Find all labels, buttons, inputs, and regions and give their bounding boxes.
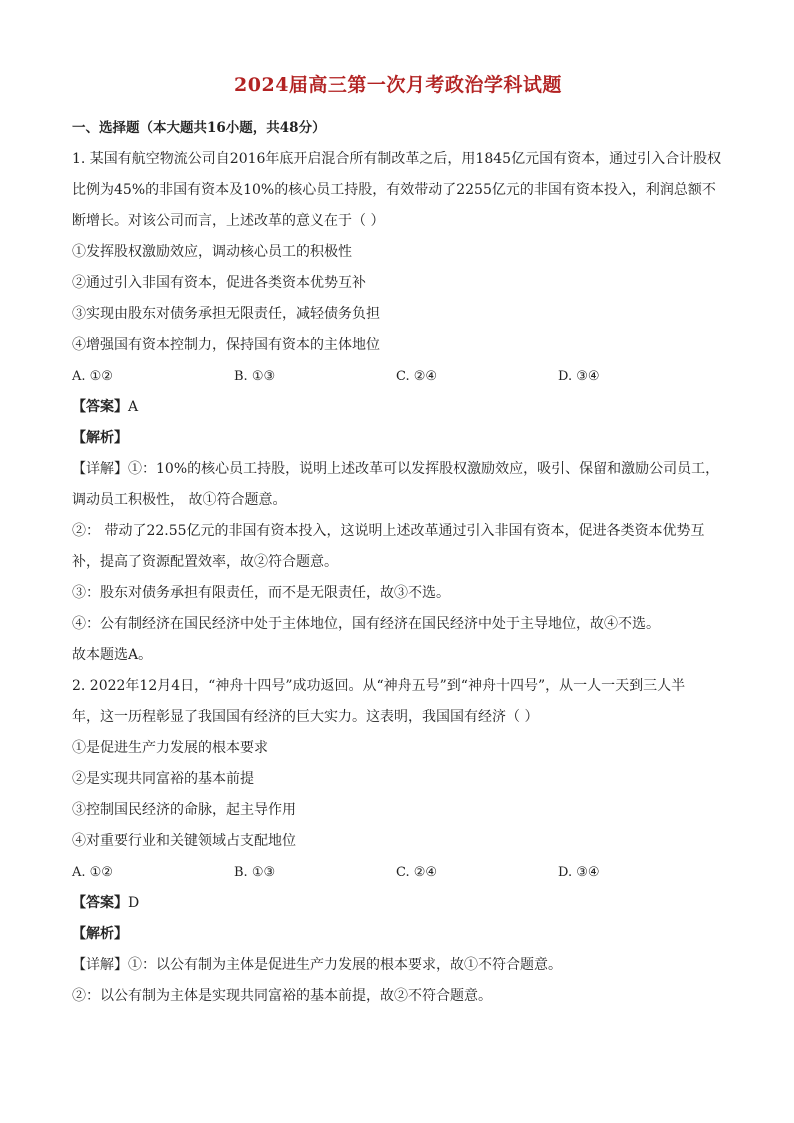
option-d: D. ③④ <box>558 865 600 880</box>
statement: ①发挥股权激励效应，调动核心员工的积极性 <box>72 244 352 260</box>
detail-line: 【详解】①：以公有制为主体是促进生产力发展的根本要求，故①不符合题意。 <box>72 957 562 973</box>
question-stem-line: 比例为45%的非国有资本及10%的核心员工持股，有效带动了2255亿元的非国有资本投入，利润总额不 <box>72 182 716 198</box>
option-b: B. ①③ <box>234 865 276 880</box>
detail-line: 【详解】①：10%的核心员工持股，说明上述改革可以发挥股权激励效应，吸引、保留和激励公司员工， <box>72 461 720 477</box>
detail-line: ②： 带动了22.55亿元的非国有资本投入，这说明上述改革通过引入非国有资本，促进各类资本优势互 <box>72 523 705 539</box>
question-stem-line: 2. 2022年12月4日，“神舟十四号”成功返回。从“神舟五号”到“神舟十四号”，从一人一天到三人半 <box>72 678 686 694</box>
answer-options <box>72 857 724 888</box>
detail-line: 调动员工积极性， 故①符合题意。 <box>72 492 287 508</box>
option-a: A. ①② <box>72 369 113 384</box>
option-c: C. ②④ <box>396 369 438 384</box>
answer-row <box>72 888 724 919</box>
statement: ③实现由股东对债务承担无限责任，减轻债务负担 <box>72 306 380 322</box>
statement: ③控制国民经济的命脉，起主导作用 <box>72 802 296 818</box>
statement: ④对重要行业和关键领域占支配地位 <box>72 833 296 849</box>
answer-value: D <box>128 895 140 911</box>
document-title: 2024届高三第一次月考政治学科试题 <box>234 74 562 96</box>
option-d: D. ③④ <box>558 369 600 384</box>
statement: ①是促进生产力发展的根本要求 <box>72 740 268 756</box>
detail-line: ③：股东对债务承担有限责任，而不是无限责任，故③不选。 <box>72 585 450 601</box>
detail-line: ②：以公有制为主体是实现共同富裕的基本前提，故②不符合题意。 <box>72 988 492 1004</box>
option-a: A. ①② <box>72 865 113 880</box>
question-stem-line: 年，这一历程彰显了我国国有经济的巨大实力。这表明，我国国有经济（ ） <box>72 709 539 725</box>
question-1 <box>72 144 724 671</box>
detail-line: 故本题选A。 <box>72 647 153 663</box>
analysis-label: 【解析】 <box>72 926 128 942</box>
option-b: B. ①③ <box>234 369 276 384</box>
option-c: C. ②④ <box>396 865 438 880</box>
question-2 <box>72 671 724 1012</box>
answer-label: 【答案】 <box>72 895 128 911</box>
document-page <box>72 60 724 1012</box>
statement: ④增强国有资本控制力，保持国有资本的主体地位 <box>72 337 380 353</box>
statement: ②是实现共同富裕的基本前提 <box>72 771 254 787</box>
question-stem-line: 断增长。对该公司而言，上述改革的意义在于（ ） <box>72 213 385 229</box>
answer-value: A <box>128 399 139 415</box>
question-stem-line: 1. 某国有航空物流公司自2016年底开启混合所有制改革之后，用1845亿元国有资本，通过引入合计股权 <box>72 151 722 167</box>
answer-row <box>72 392 724 423</box>
section-title: 一、选择题（本大题共16小题，共48分） <box>72 120 326 136</box>
detail-line: 补，提高了资源配置效率，故②符合题意。 <box>72 554 338 570</box>
analysis-label: 【解析】 <box>72 430 128 446</box>
answer-options <box>72 361 724 392</box>
statement: ②通过引入非国有资本，促进各类资本优势互补 <box>72 275 366 291</box>
detail-line: ④：公有制经济在国民经济中处于主体地位，国有经济在国民经济中处于主导地位，故④不选。 <box>72 616 660 632</box>
answer-label: 【答案】 <box>72 399 128 415</box>
